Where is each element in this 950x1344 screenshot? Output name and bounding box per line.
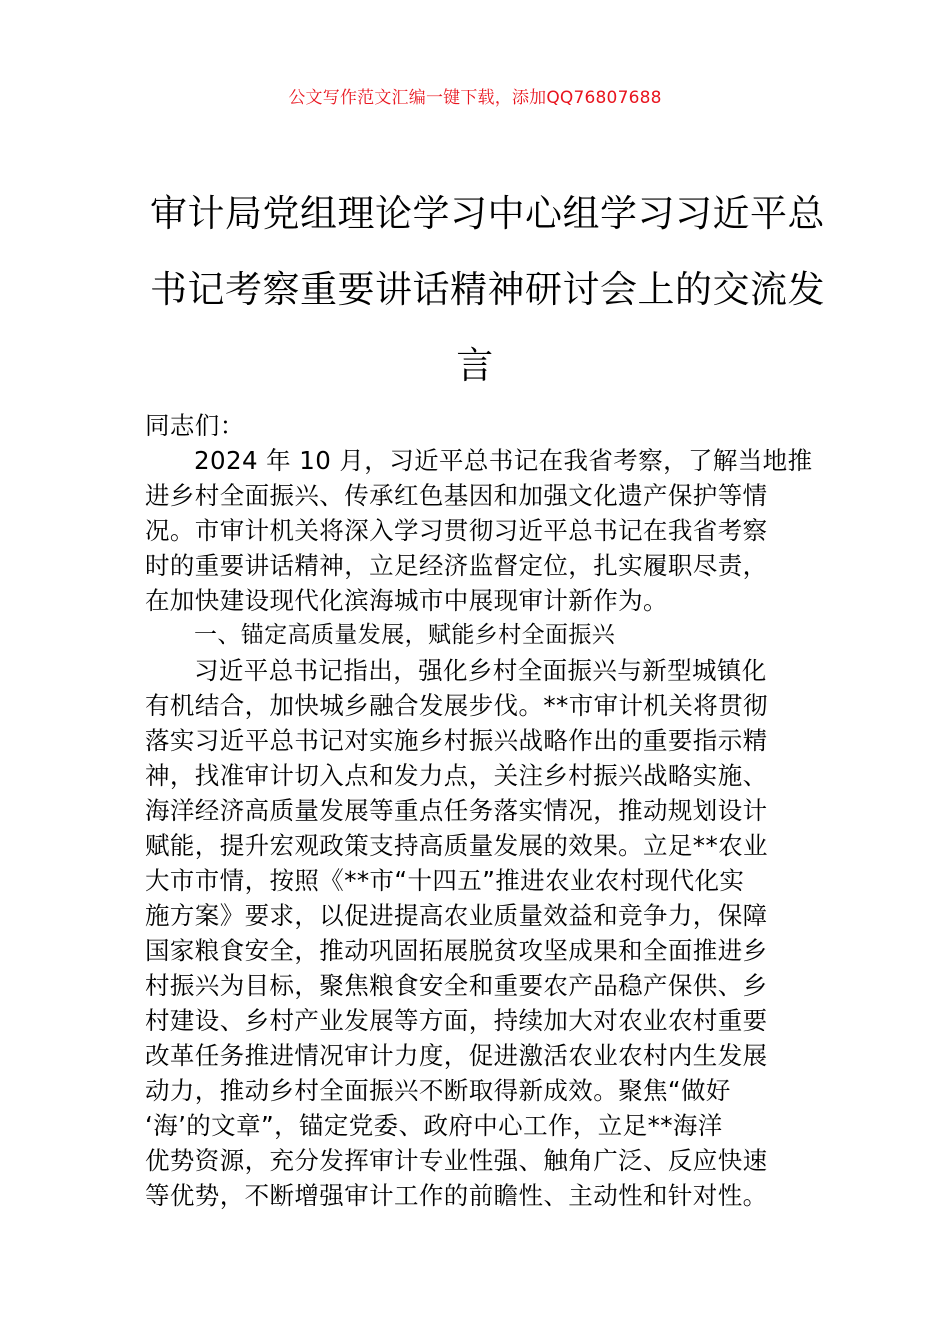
document-body <box>145 408 813 1213</box>
paragraph-line: 落实习近平总书记对实施乡村振兴战略作出的重要指示精 <box>145 726 768 755</box>
paragraph-line: 神，找准审计切入点和发力点，关注乡村振兴战略实施、 <box>145 761 768 790</box>
title-line: 书记考察重要讲话精神研讨会上的交流发 <box>150 268 825 311</box>
paragraph-line: 村建设、乡村产业发展等方面，持续加大对农业农村重要 <box>145 1006 768 1035</box>
paragraph-line: 动力，推动乡村全面振兴不断取得新成效。聚焦“做好 <box>145 1076 731 1105</box>
document-title <box>150 176 825 404</box>
paragraph-line: 进乡村全面振兴、传承红色基因和加强文化遗产保护等情 <box>145 481 768 510</box>
download-promo-note: 公文写作范文汇编一键下载，添加QQ76807688 <box>288 88 662 108</box>
paragraph-line: 赋能，提升宏观政策支持高质量发展的效果。立足**农业 <box>145 831 768 860</box>
paragraph-line: ‘海’的文章”，锚定党委、政府中心工作，立足**海洋 <box>145 1111 723 1140</box>
paragraph-line: 大市市情，按照《**市“十四五”推进农业农村现代化实 <box>145 866 745 895</box>
title-line: 言 <box>456 344 494 387</box>
paragraph-line: 国家粮食安全，推动巩固拓展脱贫攻坚成果和全面推进乡 <box>145 936 768 965</box>
paragraph-line: 等优势，不断增强审计工作的前瞻性、主动性和针对性。 <box>145 1181 768 1210</box>
paragraph-line: 习近平总书记指出，强化乡村全面振兴与新型城镇化 <box>194 656 767 685</box>
paragraph-line: 2024 年 10 月，习近平总书记在我省考察，了解当地推 <box>194 446 813 475</box>
title-line: 审计局党组理论学习中心组学习习近平总 <box>150 192 825 235</box>
paragraph-line: 在加快建设现代化滨海城市中展现审计新作为。 <box>145 586 668 615</box>
paragraph-line: 有机结合，加快城乡融合发展步伐。**市审计机关将贯彻 <box>145 691 768 720</box>
paragraph-line: 改革任务推进情况审计力度，促进激活农业农村内生发展 <box>145 1041 768 1070</box>
paragraph-line: 施方案》要求，以促进提高农业质量效益和竞争力，保障 <box>145 901 768 930</box>
paragraph-line: 况。市审计机关将深入学习贯彻习近平总书记在我省考察 <box>145 516 768 545</box>
paragraph-line: 海洋经济高质量发展等重点任务落实情况，推动规划设计 <box>145 796 768 825</box>
paragraph-line: 优势资源，充分发挥审计专业性强、触角广泛、反应快速 <box>145 1146 768 1175</box>
paragraph-line: 时的重要讲话精神，立足经济监督定位，扎实履职尽责， <box>145 551 768 580</box>
section-heading: 一、锚定高质量发展，赋能乡村全面振兴 <box>194 622 616 648</box>
paragraph-line: 村振兴为目标，聚焦粮食安全和重要农产品稳产保供、乡 <box>145 971 768 1000</box>
salutation: 同志们： <box>145 411 245 440</box>
